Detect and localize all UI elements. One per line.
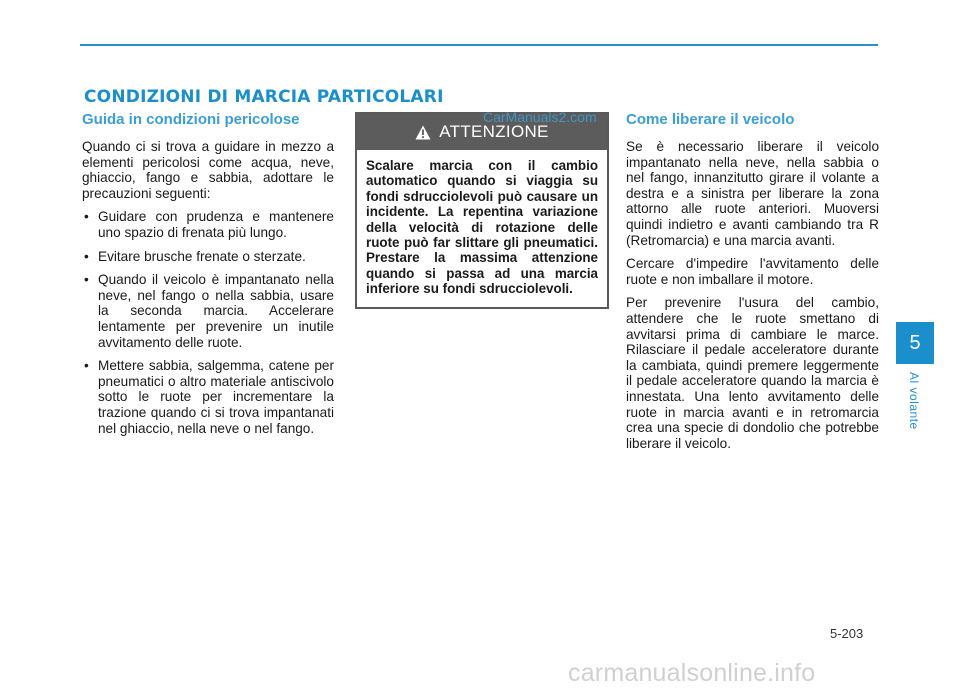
warning-box [355, 112, 609, 309]
middle-column [355, 112, 609, 309]
list-item: • Quando il veicolo è impantanato nella neve, nel fango o nella sabbia, usare la seconda marcia. Accelerare lentamente per prevenire un inutile avvitamento delle ruote. [82, 272, 334, 350]
left-heading: Guida in condizioni pericolose [82, 111, 300, 128]
warning-title: ATTENZIONE [439, 122, 549, 142]
warning-triangle-icon [415, 125, 431, 140]
right-heading: Come liberare il veicolo [626, 111, 795, 128]
watermark-top[interactable]: CarManuals2.com [483, 109, 597, 125]
left-column [82, 111, 334, 444]
left-bullet-list [82, 209, 334, 436]
list-item: • Evitare brusche frenate o sterzate. [82, 249, 334, 265]
left-intro: Quando ci si trova a guidare in mezzo a elementi pericolosi come acqua, neve, ghiaccio, fango e sabbia, adottare le precauzioni seguenti: [82, 139, 334, 201]
list-item: • Mettere sabbia, salgemma, catene per pneumatici o altro materiale antiscivolo sotto le ruote per incrementare la trazione quando ci si trova impantanati nel ghiaccio, nella neve o nel fango. [82, 358, 334, 436]
chapter-tab: 5 [896, 322, 934, 364]
list-item: • Guidare con prudenza e mantenere uno spazio di frenata più lungo. [82, 209, 334, 240]
right-paragraph: Se è necessario liberare il veicolo impantanato nella neve, nella sabbia o nel fango, innanzitutto girare il volante a destra e a sinistra per liberare la zona attorno alle ruote anteriori. Muoversi quindi indietro e avanti cambiando tra R (Retromarcia) e una marcia avanti. [626, 139, 879, 248]
right-paragraph: Per prevenire l'usura del cambio, attendere che le ruote smettano di avvitarsi prima di cambiare le marce. Rilasciare il pedale acceleratore durante la cambiata, quindi premere leggermente il pedale acceleratore quando la marcia è innestata. Una lento avvitamento delle ruote in marcia avanti e in retromarcia crea una specie di dondolio che potrebbe liberare il veicolo. [626, 295, 879, 451]
page-number: 5-203 [830, 626, 864, 641]
right-paragraph: Cercare d'impedire l'avvitamento delle ruote e non imballare il motore. [626, 256, 879, 287]
chapter-label: Al volante [907, 372, 921, 430]
top-rule [80, 44, 878, 46]
right-column [626, 111, 879, 459]
watermark-bottom[interactable]: carmanualsonline.info [568, 659, 816, 687]
warning-text: Scalare marcia con il cambio automatico quando si viaggia su fondi sdrucciolevoli può causare un incidente. La repentina variazione della velocità di rotazione delle ruote può far slittare gli pneumatici. Prestare la massima attenzione quando si passa ad una marcia inferiore su fondi sdrucciolevoli. [366, 158, 598, 297]
section-title: CONDIZIONI DI MARCIA PARTICOLARI [84, 87, 444, 107]
